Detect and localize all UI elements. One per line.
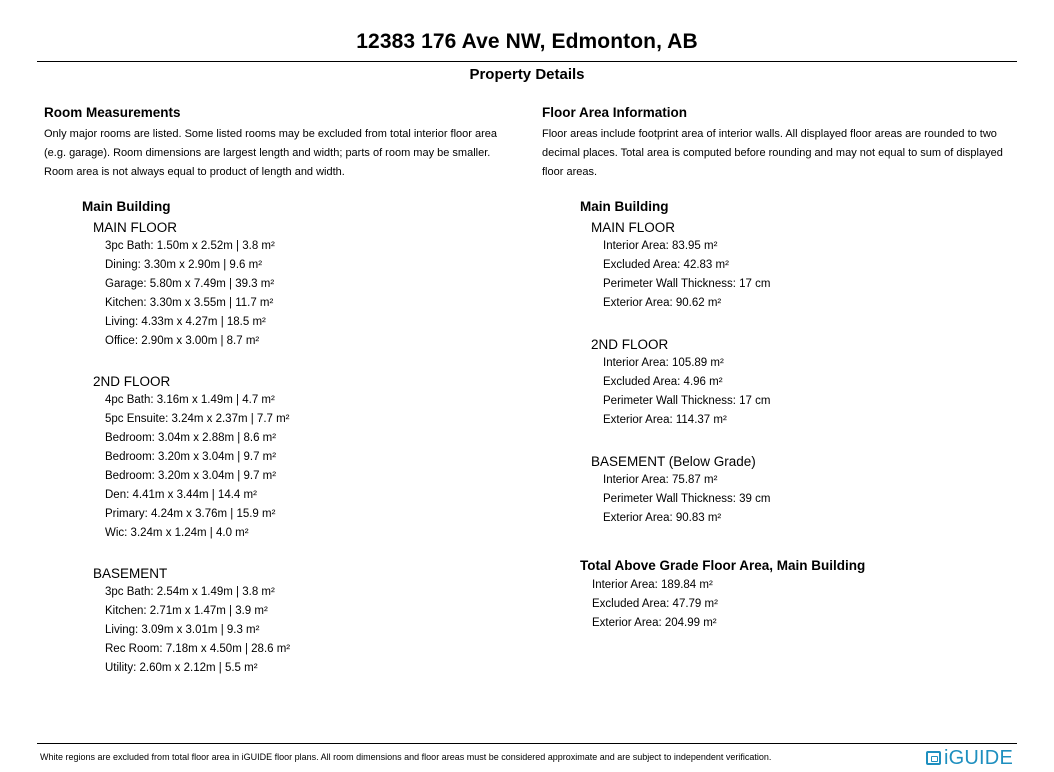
building-title: Main Building (82, 199, 171, 214)
floor-2nd (93, 372, 290, 543)
room-item: Kitchen: 3.30m x 3.55m | 11.7 m² (105, 297, 274, 309)
logo-text: iGUIDE (944, 746, 1013, 769)
area-item: Exterior Area: 90.83 m² (603, 512, 722, 524)
area-item: Excluded Area: 4.96 m² (603, 376, 723, 388)
title-divider (37, 61, 1017, 62)
floor-main (93, 218, 290, 351)
area-item: Exterior Area: 90.62 m² (603, 297, 722, 309)
room-item: Utility: 2.60m x 2.12m | 5.5 m² (105, 662, 258, 674)
area-item: Perimeter Wall Thickness: 17 cm (603, 278, 771, 290)
floor-name: 2ND FLOOR (591, 337, 669, 352)
floor-name: BASEMENT (Below Grade) (591, 454, 756, 469)
room-item: Den: 4.41m x 3.44m | 14.4 m² (105, 489, 257, 501)
floor-area-description: Floor areas include footprint area of interior walls. All displayed floor areas are rounded to two decimal places. Total area is computed before rounding and may not equal to sum of displayed floor areas. (542, 128, 1003, 178)
floor-name: BASEMENT (93, 566, 168, 581)
room-item: 5pc Ensuite: 3.24m x 2.37m | 7.7 m² (105, 413, 290, 425)
floor-name: 2ND FLOOR (93, 374, 171, 389)
room-measurements-building (82, 199, 290, 678)
total-item: Interior Area: 189.84 m² (592, 579, 713, 591)
area-item: Exterior Area: 114.37 m² (603, 414, 727, 426)
page-title: 12383 176 Ave NW, Edmonton, AB (356, 30, 698, 53)
floor-area-heading: Floor Area Information (542, 105, 688, 120)
area-item: Perimeter Wall Thickness: 17 cm (603, 395, 771, 407)
floor-basement (93, 564, 290, 678)
iguide-logo (926, 746, 1013, 770)
room-item: 3pc Bath: 2.54m x 1.49m | 3.8 m² (105, 586, 275, 598)
room-item: Kitchen: 2.71m x 1.47m | 3.9 m² (105, 605, 268, 617)
room-item: Rec Room: 7.18m x 4.50m | 28.6 m² (105, 643, 291, 655)
room-item: Bedroom: 3.20m x 3.04m | 9.7 m² (105, 451, 277, 463)
room-item: Office: 2.90m x 3.00m | 8.7 m² (105, 335, 260, 347)
room-item: Bedroom: 3.20m x 3.04m | 9.7 m² (105, 470, 277, 482)
area-item: Interior Area: 75.87 m² (603, 474, 718, 486)
area-floor-basement (591, 452, 770, 528)
floor-area-section (542, 105, 1020, 182)
area-item: Excluded Area: 42.83 m² (603, 259, 729, 271)
building-title: Main Building (580, 199, 669, 214)
room-measurements-description: Only major rooms are listed. Some listed rooms may be excluded from total interior floor area (e.g. garage). Room dimensions are largest length and width; parts of room may be smaller. Room area is not always equal to product of length and width. (44, 128, 498, 178)
floor-name: MAIN FLOOR (93, 220, 178, 235)
footer-divider (37, 743, 1017, 744)
room-item: 4pc Bath: 3.16m x 1.49m | 4.7 m² (105, 394, 275, 406)
room-item: Wic: 3.24m x 1.24m | 4.0 m² (105, 527, 249, 539)
iguide-logo-icon (926, 751, 941, 765)
footer-note: White regions are excluded from total floor area in iGUIDE floor plans. All room dimensions and floor areas must be considered approximate and are subject to independent verification. (40, 752, 772, 762)
area-item: Perimeter Wall Thickness: 39 cm (603, 493, 771, 505)
room-item: Living: 3.09m x 3.01m | 9.3 m² (105, 624, 260, 636)
room-measurements-heading: Room Measurements (44, 105, 181, 120)
room-item: Living: 4.33m x 4.27m | 18.5 m² (105, 316, 266, 328)
area-floor-main (591, 218, 770, 313)
room-measurements-section (44, 105, 522, 182)
room-item: Garage: 5.80m x 7.49m | 39.3 m² (105, 278, 275, 290)
page-subtitle: Property Details (469, 66, 585, 83)
floor-name: MAIN FLOOR (591, 220, 676, 235)
floor-area-building (580, 199, 770, 528)
total-item: Exterior Area: 204.99 m² (592, 617, 717, 629)
room-item: 3pc Bath: 1.50m x 2.52m | 3.8 m² (105, 240, 275, 252)
area-item: Interior Area: 105.89 m² (603, 357, 724, 369)
total-item: Excluded Area: 47.79 m² (592, 598, 718, 610)
area-floor-2nd (591, 335, 770, 430)
room-item: Bedroom: 3.04m x 2.88m | 8.6 m² (105, 432, 277, 444)
total-above-grade (580, 558, 865, 633)
room-item: Primary: 4.24m x 3.76m | 15.9 m² (105, 508, 276, 520)
area-item: Interior Area: 83.95 m² (603, 240, 718, 252)
room-item: Dining: 3.30m x 2.90m | 9.6 m² (105, 259, 263, 271)
total-heading: Total Above Grade Floor Area, Main Building (580, 558, 866, 573)
